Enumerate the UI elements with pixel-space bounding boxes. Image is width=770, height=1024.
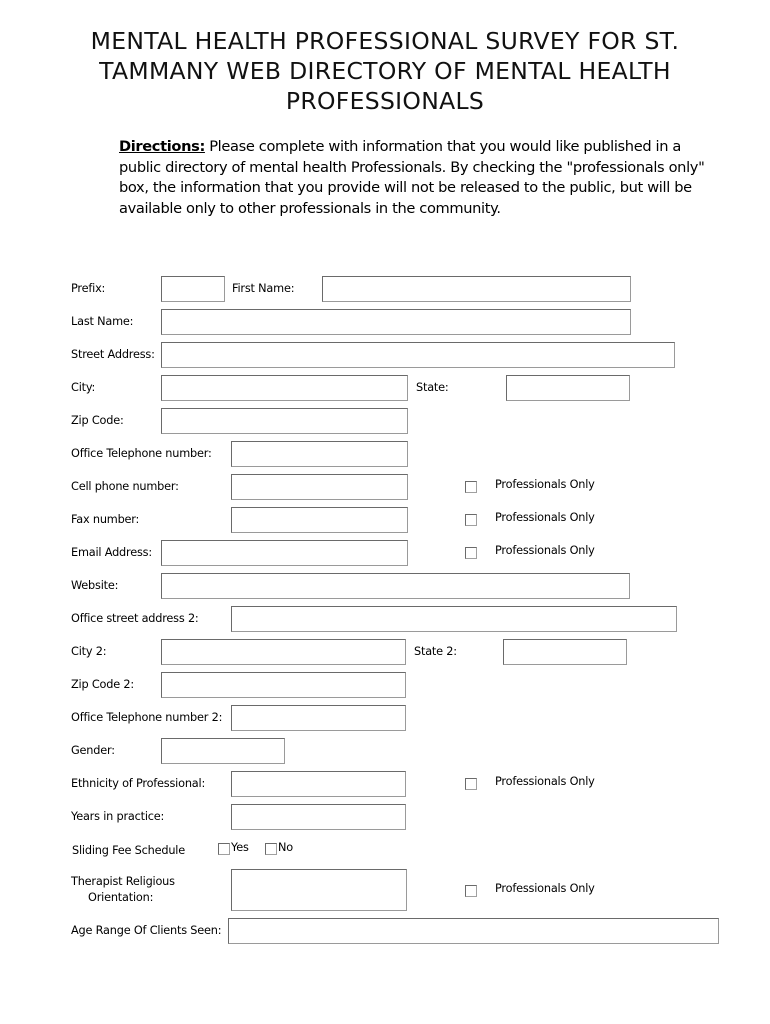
website-input[interactable] xyxy=(161,573,630,599)
prefix-label: Prefix: xyxy=(71,282,106,295)
ethnicity-professionals-only-label: Professionals Only xyxy=(495,775,595,788)
email-professionals-only-checkbox[interactable] xyxy=(465,547,477,559)
zip-code-label: Zip Code: xyxy=(71,414,124,427)
religious-professionals-only-checkbox[interactable] xyxy=(465,885,477,897)
sliding-fee-label: Sliding Fee Schedule xyxy=(72,844,185,857)
sliding-fee-yes-checkbox[interactable] xyxy=(218,843,230,855)
cell-professionals-only-checkbox[interactable] xyxy=(465,481,477,493)
street-address-label: Street Address: xyxy=(71,348,155,361)
fax-professionals-only-label: Professionals Only xyxy=(495,511,595,524)
fax-label: Fax number: xyxy=(71,513,140,526)
sliding-fee-yes-label: Yes xyxy=(231,841,249,854)
city-input[interactable] xyxy=(161,375,408,401)
email-input[interactable] xyxy=(161,540,408,566)
age-range-label: Age Range Of Clients Seen: xyxy=(71,924,222,937)
first-name-label: First Name: xyxy=(232,282,295,295)
street-address-input[interactable] xyxy=(161,342,675,368)
years-in-practice-label: Years in practice: xyxy=(71,810,165,823)
directions-label: Directions: xyxy=(119,138,205,155)
zip-code-2-label: Zip Code 2: xyxy=(71,678,134,691)
sliding-fee-no-label: No xyxy=(278,841,293,854)
state-2-label: State 2: xyxy=(414,645,457,658)
email-professionals-only-label: Professionals Only xyxy=(495,544,595,557)
website-label: Website: xyxy=(71,579,119,592)
state-input[interactable] xyxy=(506,375,630,401)
fax-input[interactable] xyxy=(231,507,408,533)
last-name-label: Last Name: xyxy=(71,315,134,328)
cell-phone-label: Cell phone number: xyxy=(71,480,179,493)
directions-text: Please complete with information that you would like published in a public directory of mental health Professionals. By checking the "professionals only" box, the information that you provide will not be released to the public, but will be available only to other professionals in the community. xyxy=(119,138,705,217)
ethnicity-professionals-only-checkbox[interactable] xyxy=(465,778,477,790)
state-label: State: xyxy=(416,381,449,394)
office-telephone-label: Office Telephone number: xyxy=(71,447,212,460)
directions-paragraph xyxy=(119,137,719,219)
zip-code-2-input[interactable] xyxy=(161,672,406,698)
cell-phone-input[interactable] xyxy=(231,474,408,500)
age-range-input[interactable] xyxy=(228,918,719,944)
prefix-input[interactable] xyxy=(161,276,225,302)
gender-label: Gender: xyxy=(71,744,115,757)
city-label: City: xyxy=(71,381,96,394)
religious-orientation-label-line1: Therapist Religious xyxy=(71,875,175,888)
cell-professionals-only-label: Professionals Only xyxy=(495,478,595,491)
years-in-practice-input[interactable] xyxy=(231,804,406,830)
ethnicity-label: Ethnicity of Professional: xyxy=(71,777,206,790)
office-telephone-input[interactable] xyxy=(231,441,408,467)
religious-orientation-input[interactable] xyxy=(231,869,407,911)
gender-input[interactable] xyxy=(161,738,285,764)
ethnicity-input[interactable] xyxy=(231,771,406,797)
city-2-label: City 2: xyxy=(71,645,107,658)
last-name-input[interactable] xyxy=(161,309,631,335)
email-label: Email Address: xyxy=(71,546,152,559)
fax-professionals-only-checkbox[interactable] xyxy=(465,514,477,526)
state-2-input[interactable] xyxy=(503,639,627,665)
sliding-fee-no-checkbox[interactable] xyxy=(265,843,277,855)
page-title: MENTAL HEALTH PROFESSIONAL SURVEY FOR ST. TAMMANY WEB DIRECTORY OF MENTAL HEALTH PROFESSIONALS xyxy=(90,27,680,115)
office-street-2-label: Office street address 2: xyxy=(71,612,199,625)
office-telephone-2-label: Office Telephone number 2: xyxy=(71,711,223,724)
religious-professionals-only-label: Professionals Only xyxy=(495,882,595,895)
religious-orientation-label-line2: Orientation: xyxy=(88,891,154,904)
office-street-2-input[interactable] xyxy=(231,606,677,632)
first-name-input[interactable] xyxy=(322,276,631,302)
office-telephone-2-input[interactable] xyxy=(231,705,406,731)
city-2-input[interactable] xyxy=(161,639,406,665)
zip-code-input[interactable] xyxy=(161,408,408,434)
